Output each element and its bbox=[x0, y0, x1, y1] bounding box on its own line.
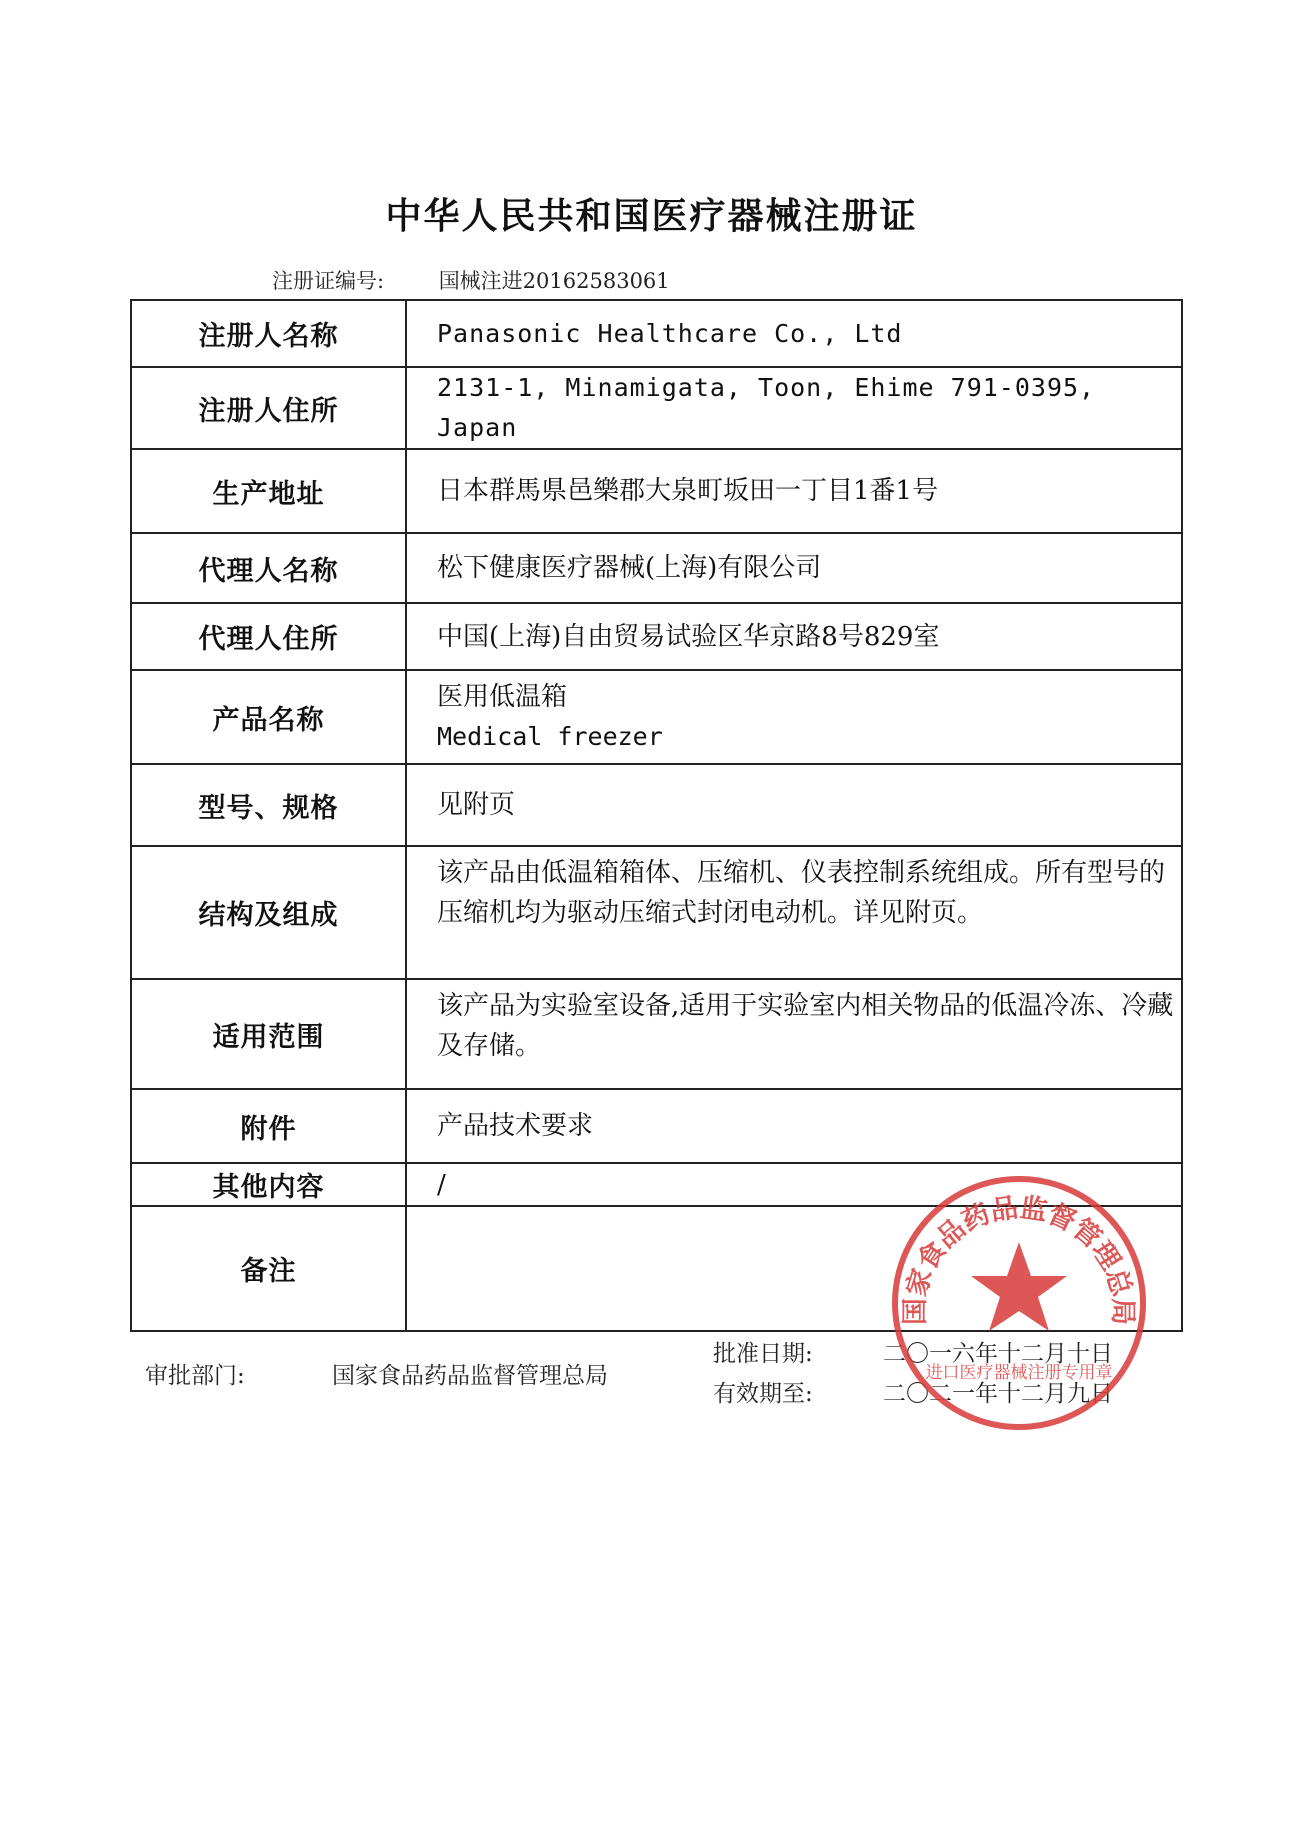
registration-number bbox=[272, 265, 670, 295]
registration-number-value: 国械注进20162583061 bbox=[438, 269, 670, 293]
row-label: 产品名称 bbox=[131, 670, 406, 764]
row-value: 中国(上海)自由贸易试验区华京路8号829室 bbox=[406, 603, 1182, 670]
product-name-en: Medical freezer bbox=[437, 722, 663, 751]
row-label: 生产地址 bbox=[131, 449, 406, 533]
row-label: 代理人住所 bbox=[131, 603, 406, 670]
table-row bbox=[131, 670, 1182, 764]
row-value bbox=[406, 670, 1182, 764]
document-title: 中华人民共和国医疗器械注册证 bbox=[385, 196, 918, 237]
row-label: 代理人名称 bbox=[131, 533, 406, 603]
table-row bbox=[131, 979, 1182, 1089]
valid-until-value: 二〇二一年十二月九日 bbox=[883, 1381, 1113, 1407]
seal-ring-text: 国家食品药品监督管理总局 bbox=[899, 1192, 1139, 1326]
approval-date-value: 二〇一六年十二月十日 bbox=[883, 1341, 1113, 1367]
row-label: 结构及组成 bbox=[131, 846, 406, 979]
row-value: / bbox=[406, 1163, 1182, 1206]
row-label: 注册人名称 bbox=[131, 300, 406, 367]
table-row bbox=[131, 846, 1182, 979]
table-row bbox=[131, 449, 1182, 533]
approval-date-label: 批准日期: bbox=[713, 1341, 813, 1367]
table-row bbox=[131, 764, 1182, 846]
official-seal-icon bbox=[888, 1172, 1150, 1434]
registration-number-label: 注册证编号: bbox=[272, 269, 385, 293]
row-label: 附件 bbox=[131, 1089, 406, 1163]
row-label: 注册人住所 bbox=[131, 367, 406, 449]
approval-department-label: 审批部门: bbox=[145, 1363, 245, 1389]
row-value: 松下健康医疗器械(上海)有限公司 bbox=[406, 533, 1182, 603]
row-label: 其他内容 bbox=[131, 1163, 406, 1206]
row-value: 产品技术要求 bbox=[406, 1089, 1182, 1163]
valid-until-label: 有效期至: bbox=[713, 1381, 813, 1407]
table-row bbox=[131, 1089, 1182, 1163]
row-value: Panasonic Healthcare Co., Ltd bbox=[406, 300, 1182, 367]
approval-department-value: 国家食品药品监督管理总局 bbox=[332, 1363, 608, 1389]
product-name-cn: 医用低温箱 bbox=[437, 682, 568, 712]
row-value: 该产品由低温箱箱体、压缩机、仪表控制系统组成。所有型号的压缩机均为驱动压缩式封闭电动机。详见附页。 bbox=[406, 846, 1182, 979]
row-label: 备注 bbox=[131, 1206, 406, 1331]
row-value: 日本群馬県邑樂郡大泉町坂田一丁目1番1号 bbox=[406, 449, 1182, 533]
row-value: 该产品为实验室设备,适用于实验室内相关物品的低温冷冻、冷藏及存储。 bbox=[406, 979, 1182, 1089]
table-row bbox=[131, 300, 1182, 367]
row-value: 见附页 bbox=[406, 764, 1182, 846]
row-label: 适用范围 bbox=[131, 979, 406, 1089]
table-row bbox=[131, 367, 1182, 449]
table-row bbox=[131, 533, 1182, 603]
table-row bbox=[131, 603, 1182, 670]
row-label: 型号、规格 bbox=[131, 764, 406, 846]
row-value: 2131-1, Minamigata, Toon, Ehime 791-0395, Japan bbox=[406, 367, 1182, 449]
seal-subtitle: 进口医疗器械注册专用章 bbox=[925, 1363, 1113, 1383]
